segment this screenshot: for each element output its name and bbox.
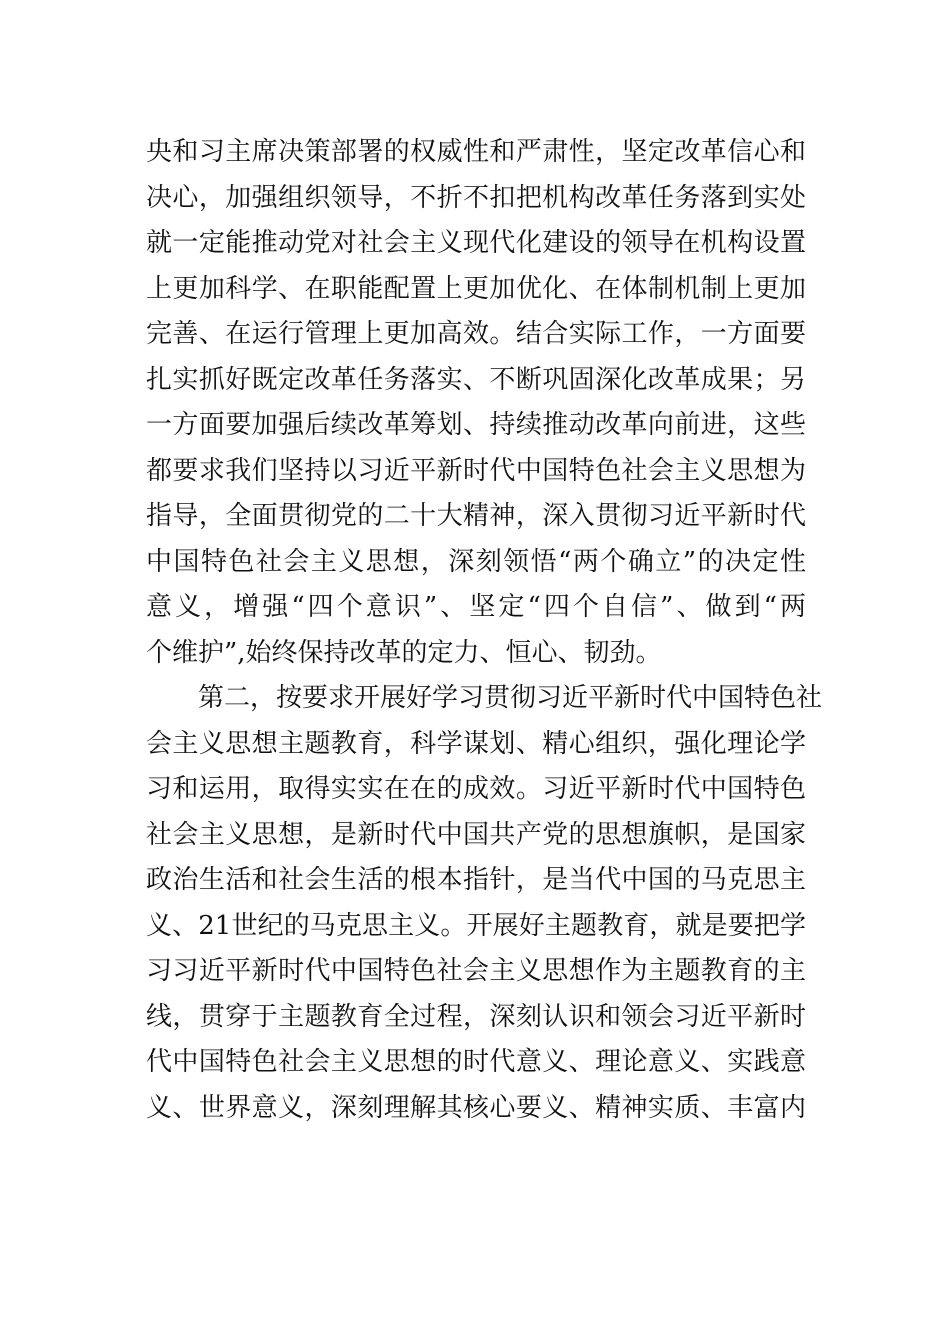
text-line: 政治生活和社会生活的根本指针，是当代中国的马克思主 xyxy=(146,865,806,895)
paragraph-start-line: 第二，按要求开展好学习贯彻习近平新时代中国特色社 xyxy=(198,683,823,713)
text-line: 义、21世纪的马克思主义。开展好主题教育，就是要把学 xyxy=(146,910,806,941)
text-line: 上更加科学、在职能配置上更加优化、在体制机制上更加 xyxy=(146,273,806,304)
text-line: 就一定能推动党对社会主义现代化建设的领导在机构设置 xyxy=(146,228,806,258)
text-line: 指导，全面贯彻党的二十大精神，深入贯彻习近平新时代 xyxy=(146,501,806,531)
text-line: 线，贯穿于主题教育全过程，深刻认识和领会习近平新时 xyxy=(146,1001,806,1032)
text-line: 义、世界意义，深刻理解其核心要义、精神实质、丰富内 xyxy=(146,1092,806,1123)
text-line: 中国特色社会主义思想，深刻领悟“两个确立”的决定性 xyxy=(146,546,806,577)
text-line: 决心，加强组织领导，不折不扣把机构改革任务落到实处 xyxy=(146,182,806,213)
text-line: 央和习主席决策部署的权威性和严肃性，坚定改革信心和 xyxy=(146,137,806,167)
body-text xyxy=(146,130,823,1131)
text-line: 习习近平新时代中国特色社会主义思想作为主题教育的主 xyxy=(146,956,806,986)
text-line: 个维护”,始终保持改革的定力、恒心、韧劲。 xyxy=(146,637,662,668)
text-line: 习和运用，取得实实在在的成效。习近平新时代中国特色 xyxy=(146,774,806,804)
text-line: 意义，增强“四个意识”、坚定“四个自信”、做到“两 xyxy=(146,592,806,622)
text-line: 完善、在运行管理上更加高效。结合实际工作，一方面要 xyxy=(146,319,806,349)
text-line: 一方面要加强后续改革筹划、持续推动改革向前进，这些 xyxy=(146,410,806,440)
text-line: 代中国特色社会主义思想的时代意义、理论意义、实践意 xyxy=(146,1047,806,1077)
text-line: 都要求我们坚持以习近平新时代中国特色社会主义思想为 xyxy=(146,455,806,486)
text-line: 会主义思想主题教育，科学谋划、精心组织，强化理论学 xyxy=(146,728,806,759)
text-line: 社会主义思想，是新时代中国共产党的思想旗帜，是国家 xyxy=(146,819,806,850)
text-line: 扎实抓好既定改革任务落实、不断巩固深化改革成果；另 xyxy=(146,364,806,395)
